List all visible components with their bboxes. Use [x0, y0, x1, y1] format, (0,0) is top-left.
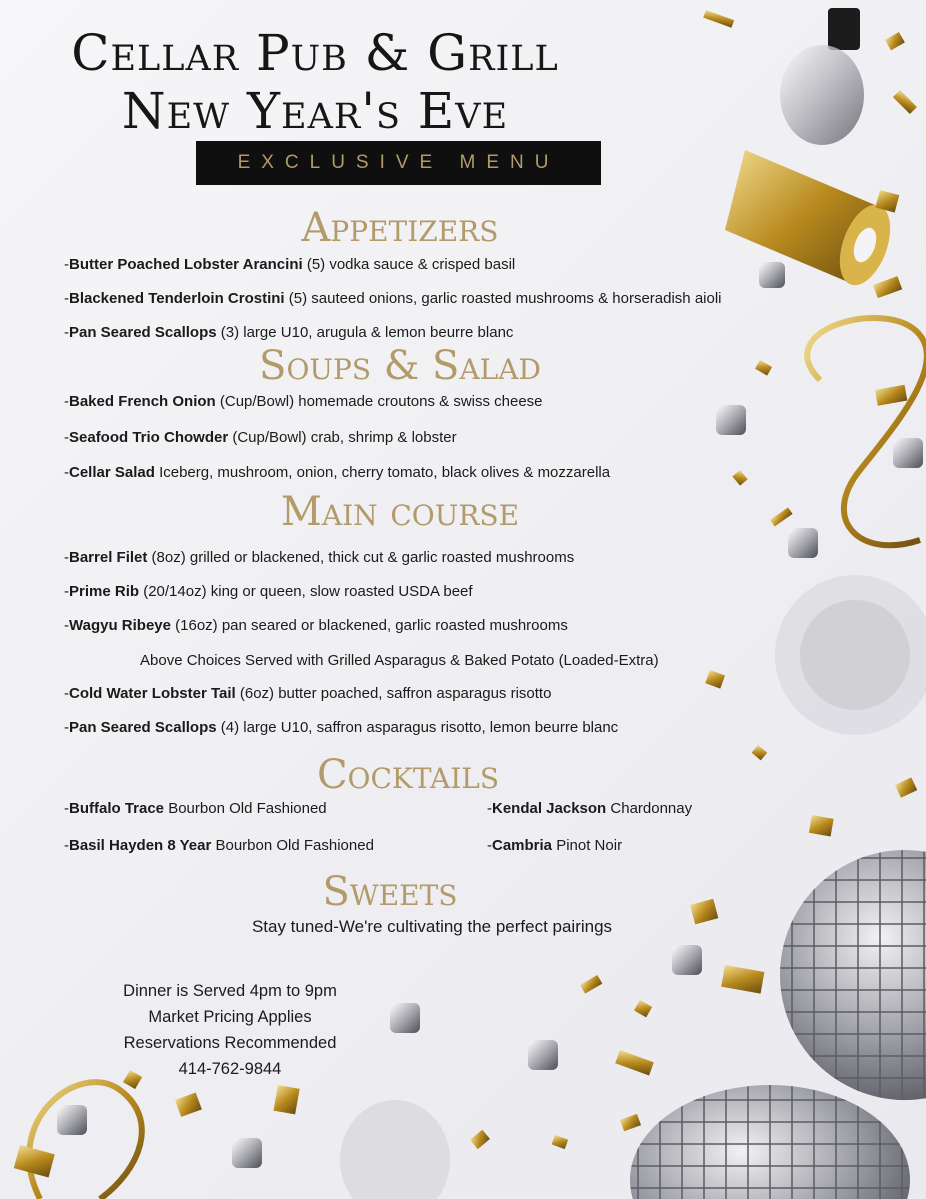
section-main-course: Main course — [280, 489, 520, 535]
item-desc: Chardonnay — [610, 800, 693, 817]
item-name: Baked French Onion — [69, 393, 216, 410]
item-desc: (4) large U10, saffron asparagus risotto, lemon beurre blanc — [220, 719, 619, 736]
menu-item: -Cambria Pinot Noir — [487, 837, 623, 854]
item-name: Blackened Tenderloin Crostini — [69, 290, 285, 307]
item-name: Basil Hayden 8 Year — [69, 837, 212, 854]
section-sweets: Sweets — [322, 869, 458, 915]
menu-item: -Cold Water Lobster Tail (6oz) butter poached, saffron asparagus risotto — [64, 685, 552, 702]
menu-banner: EXCLUSIVE MENU — [196, 141, 601, 185]
menu-item: -Butter Poached Lobster Arancini (5) vodka sauce & crisped basil — [64, 256, 516, 273]
item-desc: Bourbon Old Fashioned — [168, 800, 327, 817]
menu-item: -Blackened Tenderloin Crostini (5) sauteed onions, garlic roasted mushrooms & horseradish aioli — [64, 290, 722, 307]
restaurant-title: Cellar Pub & Grill — [71, 24, 559, 82]
item-desc: (16oz) pan seared or blackened, garlic roasted mushrooms — [175, 617, 568, 634]
item-desc: (20/14oz) king or queen, slow roasted USDA beef — [143, 583, 473, 600]
main-course-note: Above Choices Served with Grilled Asparagus & Baked Potato (Loaded-Extra) — [140, 652, 659, 669]
pricing-note: Market Pricing Applies — [148, 1008, 312, 1026]
item-name: Cambria — [492, 837, 553, 854]
event-title: New Year's Eve — [121, 82, 509, 140]
section-soups: Soups & Salad — [259, 343, 541, 389]
item-desc: (3) large U10, arugula & lemon beurre blanc — [220, 324, 514, 341]
menu-item: -Kendal Jackson Chardonnay — [487, 800, 693, 817]
item-desc: (6oz) butter poached, saffron asparagus risotto — [239, 685, 552, 702]
menu-item: -Wagyu Ribeye (16oz) pan seared or blackened, garlic roasted mushrooms — [64, 617, 568, 634]
menu-item: -Cellar Salad Iceberg, mushroom, onion, cherry tomato, black olives & mozzarella — [64, 464, 611, 481]
item-name: Prime Rib — [69, 583, 140, 600]
item-name: Pan Seared Scallops — [69, 324, 217, 341]
menu-item: -Pan Seared Scallops (4) large U10, saffron asparagus risotto, lemon beurre blanc — [64, 719, 619, 736]
sweets-text: Stay tuned-We're cultivating the perfect pairings — [251, 917, 613, 936]
item-name: Barrel Filet — [69, 549, 148, 566]
menu-item: -Prime Rib (20/14oz) king or queen, slow roasted USDA beef — [64, 583, 473, 600]
item-desc: (5) vodka sauce & crisped basil — [306, 256, 516, 273]
section-cocktails: Cocktails — [316, 752, 500, 798]
item-desc: (8oz) grilled or blackened, thick cut & garlic roasted mushrooms — [151, 549, 575, 566]
section-appetizers: Appetizers — [301, 205, 499, 251]
footer-info — [60, 978, 400, 1082]
item-desc: (5) sauteed onions, garlic roasted mushrooms & horseradish aioli — [288, 290, 722, 307]
item-name: Cellar Salad — [69, 464, 155, 481]
menu-item: -Baked French Onion (Cup/Bowl) homemade croutons & swiss cheese — [64, 393, 543, 410]
menu-item: -Pan Seared Scallops (3) large U10, arugula & lemon beurre blanc — [64, 324, 514, 341]
item-name: Cold Water Lobster Tail — [69, 685, 236, 702]
dinner-hours: Dinner is Served 4pm to 9pm — [123, 982, 337, 1000]
bottle-decoration — [780, 8, 864, 145]
item-name: Buffalo Trace — [69, 800, 165, 817]
item-desc: (Cup/Bowl) crab, shrimp & lobster — [232, 429, 457, 446]
item-name: Wagyu Ribeye — [69, 617, 171, 634]
reservations-note: Reservations Recommended — [123, 1034, 337, 1052]
menu-item: -Barrel Filet (8oz) grilled or blackened, thick cut & garlic roasted mushrooms — [64, 549, 575, 566]
item-desc: Bourbon Old Fashioned — [215, 837, 374, 854]
item-name: Pan Seared Scallops — [69, 719, 217, 736]
menu-item: -Basil Hayden 8 Year Bourbon Old Fashioned — [64, 837, 374, 854]
menu-item: -Seafood Trio Chowder (Cup/Bowl) crab, shrimp & lobster — [64, 429, 457, 446]
item-name: Kendal Jackson — [492, 800, 607, 817]
item-desc: (Cup/Bowl) homemade croutons & swiss cheese — [219, 393, 543, 410]
phone-number: 414-762-9844 — [178, 1060, 282, 1078]
menu-item: -Buffalo Trace Bourbon Old Fashioned — [64, 800, 327, 817]
item-desc: Iceberg, mushroom, onion, cherry tomato, black olives & mozzarella — [159, 464, 611, 481]
item-name: Butter Poached Lobster Arancini — [69, 256, 303, 273]
item-desc: Pinot Noir — [556, 837, 623, 854]
item-name: Seafood Trio Chowder — [69, 429, 229, 446]
